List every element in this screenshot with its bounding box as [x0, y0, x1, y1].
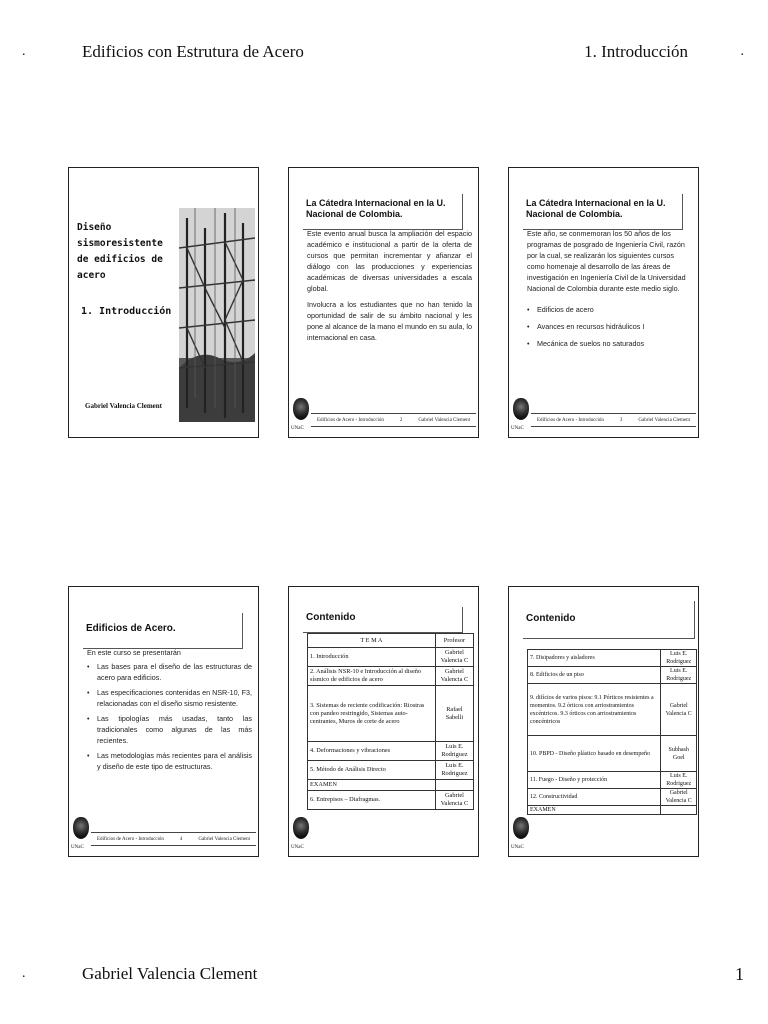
slide-footer-author: Gabriel Valencia Clement	[198, 836, 250, 842]
slide-footer-author: Gabriel Valencia Clement	[418, 417, 470, 423]
table-row	[308, 742, 474, 761]
table-row	[308, 686, 474, 742]
page-header	[0, 40, 768, 70]
table-row	[528, 736, 697, 772]
unac-label: UNaC	[291, 426, 304, 431]
table-header-row	[308, 634, 474, 648]
footer-author: Gabriel Valencia Clement	[82, 964, 258, 983]
table-row	[308, 780, 474, 791]
slide-5-contents	[288, 586, 479, 857]
unac-label: UNaC	[511, 426, 524, 431]
slide-footer-course: Edificios de Acero - Introducción	[317, 417, 384, 423]
table-cell-profesor: Luis E. Rodriguez	[661, 772, 697, 789]
table-cell-profesor: Gabriel Valencia C	[435, 648, 473, 667]
slide-4-footer	[91, 832, 256, 846]
steel-frame-image	[179, 208, 255, 422]
table-cell-tema: 8. Edificios de un piso	[528, 667, 661, 684]
table-cell-tema: 1. Introducción	[308, 648, 436, 667]
slide-2-paragraph-1: Este evento anual busca la ampliación del espacio académico e institucional a partir de la oferta de cursos que permitan incrementar y afianzar el diálogo con las producciones y experiencias académicas de diversas universidades a escala global.	[307, 229, 472, 293]
table-cell-tema: 12. Constructividad	[528, 789, 661, 806]
slide-1-cover	[68, 167, 259, 438]
page-footer	[0, 962, 768, 992]
table-cell-tema: 2. Análisis NSR-10 e Introducción al diseño sísmico de edificios de acero	[308, 667, 436, 686]
slide-6-title: Contenido	[523, 601, 695, 639]
table-cell-tema: 4. Deformaciones y vibraciones	[308, 742, 436, 761]
cover-title	[77, 220, 177, 284]
column-header-profesor: Profesor	[435, 634, 473, 648]
slide-4-intro: En este curso se presentarán	[87, 648, 181, 657]
list-item: • Las especificaciones contenidas en NSR-10, F3, relacionadas con el diseño sismo resistente.	[87, 687, 252, 709]
table-cell-profesor: Gabriel Valencia C	[435, 667, 473, 686]
contents-table-2	[527, 649, 697, 815]
header-right-dot: .	[740, 44, 744, 59]
cover-author: Gabriel Valencia Clement	[85, 402, 162, 410]
table-row	[528, 684, 697, 736]
list-item: • Las metodologías más recientes para el análisis y diseño de este tipo de estructuras.	[87, 750, 252, 772]
table-cell-tema: 10. PBPD - Diseño plástico basado en desempeño	[528, 736, 661, 772]
list-item: • Edificios de acero	[527, 304, 692, 315]
slide-3-footer	[531, 413, 696, 427]
table-cell-tema: EXAMEN	[308, 780, 436, 791]
table-row	[308, 648, 474, 667]
table-row	[528, 667, 697, 684]
table-cell-profesor: Gabriel Valencia C	[435, 791, 473, 810]
slide-3-body	[527, 228, 692, 355]
slide-5-title: Contenido	[303, 607, 463, 633]
unac-label: UNaC	[291, 845, 304, 850]
table-cell-profesor: Subhash Goel	[661, 736, 697, 772]
table-cell-profesor	[661, 806, 697, 815]
table-cell-profesor: Luis E. Rodriguez	[435, 742, 473, 761]
header-left-dot: .	[22, 44, 26, 59]
steel-frame-photo	[179, 208, 255, 422]
cover-chapter: 1. Introducción	[81, 306, 172, 317]
cover-title-line2: de edificios de acero	[77, 254, 163, 281]
slide-4-body	[87, 647, 252, 776]
table-row	[528, 789, 697, 806]
slide-footer-author: Gabriel Valencia Clement	[638, 417, 690, 423]
slide-4-bullets	[87, 661, 252, 772]
table-row	[308, 761, 474, 780]
list-item: • Las tipologías más usadas, tanto las tradicionales como algunas de las más recientes.	[87, 713, 252, 746]
table-cell-tema: 6. Entrepisos – Diafragmas.	[308, 791, 436, 810]
table-cell-profesor: Gabriel Valencia C	[661, 684, 697, 736]
table-cell-tema: 11. Fuego - Diseño y protección	[528, 772, 661, 789]
slide-6-contents	[508, 586, 699, 857]
table-cell-profesor: Gabriel Valencia C	[661, 789, 697, 806]
table-cell-profesor: Luis E. Rodriguez	[661, 667, 697, 684]
slide-2-footer	[311, 413, 476, 427]
table-cell-tema: 9. difícios de varios pisos: 9.1 Pórticos resistentes a momentos. 9.2 órticos con arriostramientos excéntricos. 9.3 órticos con arriostramientos concéntricos	[528, 684, 661, 736]
slide-footer-course: Edificios de Acero - Introducción	[537, 417, 604, 423]
column-header-tema: T E M A	[308, 634, 436, 648]
slide-2-title: La Cátedra Internacional en la U. Nacional de Colombia.	[303, 194, 463, 230]
list-item: • Mecánica de suelos no saturados	[527, 338, 692, 349]
list-item: • Avances en recursos hidráulicos I	[527, 321, 692, 332]
table-row	[528, 806, 697, 815]
university-seal-icon	[513, 398, 529, 420]
header-section: 1. Introducción	[584, 42, 688, 61]
slide-2-paragraph-2: Involucra a los estudiantes que no han tenido la oportunidad de salir de su ámbito nacional y les pone al alcance de la mano el mundo en su aula, lo internacional en casa.	[307, 300, 472, 342]
header-document-title: Edificios con Estrutura de Acero	[82, 42, 304, 61]
table-cell-profesor: Luis E. Rodriguez	[661, 650, 697, 667]
slide-2	[288, 167, 479, 438]
table-row	[308, 791, 474, 810]
list-item: • Las bases para el diseño de las estructuras de acero para edificios.	[87, 661, 252, 683]
cover-text-area	[69, 168, 177, 437]
table-cell-profesor: Rafael Sabelli	[435, 686, 473, 742]
slide-3-title: La Cátedra Internacional en la U. Nacional de Colombia.	[523, 194, 683, 230]
unac-label: UNaC	[71, 845, 84, 850]
table-row	[528, 772, 697, 789]
university-seal-icon	[293, 817, 309, 839]
table-cell-tema: 3. Sistemas de reciente codificación: Riostras con pandeo restringido, Sistemas auto-centrantes, Muros de corte de acero	[308, 686, 436, 742]
university-seal-icon	[73, 817, 89, 839]
footer-page-number: 1	[735, 964, 744, 984]
table-cell-profesor	[435, 780, 473, 791]
university-seal-icon	[293, 398, 309, 420]
slide-3-bullets	[527, 304, 692, 349]
table-cell-profesor: Luis E. Rodriguez	[435, 761, 473, 780]
footer-left-dot: .	[22, 966, 26, 981]
university-seal-icon	[513, 817, 529, 839]
table-cell-tema: 7. Disipadores y aisladores	[528, 650, 661, 667]
table-row	[528, 650, 697, 667]
slide-footer-course: Edificios de Acero - Introducción	[97, 836, 164, 842]
table-cell-tema: 5. Método de Análisis Directo	[308, 761, 436, 780]
slide-footer-number: 3	[619, 417, 623, 423]
table-cell-tema: EXAMEN	[528, 806, 661, 815]
slide-4-title: Edificios de Acero.	[83, 613, 243, 649]
cover-title-line1: Diseño sismoresistente	[77, 222, 163, 249]
table-row	[308, 667, 474, 686]
slide-footer-number: 4	[179, 836, 183, 842]
slide-4	[68, 586, 259, 857]
contents-table-1	[307, 633, 474, 810]
unac-label: UNaC	[511, 845, 524, 850]
slide-3	[508, 167, 699, 438]
slide-footer-number: 2	[399, 417, 403, 423]
slide-3-paragraph: Este año, se conmemoran los 50 años de los programas de posgrado de Ingeniería Civil, razón por la cual, se realizarán los siguientes cursos como homenaje al desarrollo de las áreas de investigación en Ingeniería Civil de la Universidad Nacional de Colombia durante este medio siglo.	[527, 229, 686, 293]
slide-2-body	[307, 228, 472, 348]
